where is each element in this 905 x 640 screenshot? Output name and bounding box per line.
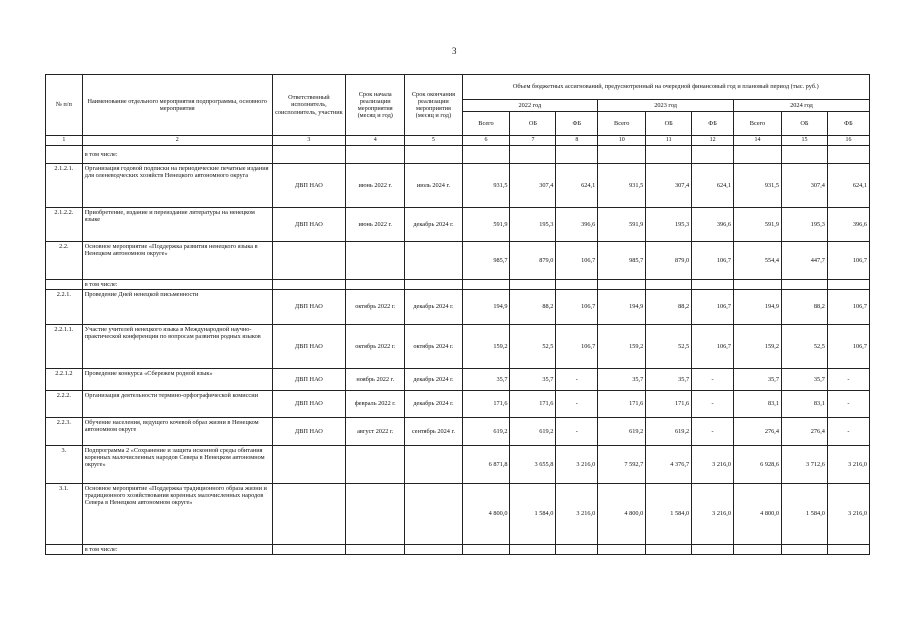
- header-year: 2022 год: [462, 100, 598, 112]
- header-name: Наименование отдельного мероприятия подпрограммы, основного мероприятия: [82, 75, 272, 136]
- budget-value: 1 584,0: [646, 484, 692, 545]
- table-row: [46, 484, 870, 545]
- budget-value: 307,4: [781, 164, 827, 208]
- header-budget: Объем бюджетных ассигнований, предусмотренный на очередной финансовый год и плановый период (тыс. руб.): [462, 75, 869, 100]
- table-row: [46, 164, 870, 208]
- empty-cell: [346, 280, 405, 290]
- row-responsible: [272, 242, 346, 280]
- row-start: февраль 2022 г.: [346, 391, 405, 418]
- empty-cell: [734, 280, 782, 290]
- budget-value: 171,6: [510, 391, 556, 418]
- budget-value: 195,3: [781, 208, 827, 242]
- header-sub-ob: ОБ: [646, 112, 692, 136]
- row-start: август 2022 г.: [346, 418, 405, 446]
- empty-cell: [646, 280, 692, 290]
- budget-value: 171,6: [598, 391, 646, 418]
- empty-cell: [692, 545, 734, 555]
- empty-cell: [598, 146, 646, 164]
- budget-value: 195,3: [510, 208, 556, 242]
- row-responsible: ДВП НАО: [272, 164, 346, 208]
- column-number: 5: [405, 136, 462, 146]
- budget-value: 3 216,0: [827, 484, 869, 545]
- empty-cell: [405, 146, 462, 164]
- header-sub-total: Всего: [598, 112, 646, 136]
- budget-value: 619,2: [646, 418, 692, 446]
- budget-value: 83,1: [781, 391, 827, 418]
- empty-cell: [827, 280, 869, 290]
- empty-cell: [598, 545, 646, 555]
- row-number: 2.2.1.1.: [46, 325, 83, 369]
- budget-value: 3 216,0: [556, 484, 598, 545]
- header-sub-fb: ФБ: [827, 112, 869, 136]
- header-sub-ob: ОБ: [781, 112, 827, 136]
- budget-value: 106,7: [692, 325, 734, 369]
- row-number: 2.1.2.1.: [46, 164, 83, 208]
- row-end: декабрь 2024 г.: [405, 290, 462, 325]
- row-end: июль 2024 г.: [405, 164, 462, 208]
- empty-cell: [646, 146, 692, 164]
- budget-value: -: [827, 391, 869, 418]
- row-start: октябрь 2022 г.: [346, 325, 405, 369]
- budget-value: 447,7: [781, 242, 827, 280]
- budget-value: 3 216,0: [827, 446, 869, 484]
- budget-value: 619,2: [462, 418, 510, 446]
- budget-value: 396,6: [692, 208, 734, 242]
- row-note: в том числе:: [82, 146, 272, 164]
- row-name: Проведение Дней ненецкой письменности: [82, 290, 272, 325]
- column-number: 10: [598, 136, 646, 146]
- row-responsible: ДВП НАО: [272, 208, 346, 242]
- row-end: октябрь 2024 г.: [405, 325, 462, 369]
- row-end: декабрь 2024 г.: [405, 208, 462, 242]
- page-number: 3: [452, 46, 457, 56]
- budget-value: 52,5: [510, 325, 556, 369]
- row-number: [46, 280, 83, 290]
- budget-value: -: [692, 391, 734, 418]
- budget-value: 879,0: [510, 242, 556, 280]
- budget-value: 3 216,0: [556, 446, 598, 484]
- budget-value: 3 655,8: [510, 446, 556, 484]
- budget-value: 6 928,6: [734, 446, 782, 484]
- budget-value: 195,3: [646, 208, 692, 242]
- budget-value: 591,9: [462, 208, 510, 242]
- row-number: 3.1.: [46, 484, 83, 545]
- budget-value: -: [827, 369, 869, 391]
- column-number: 3: [272, 136, 346, 146]
- budget-value: 171,6: [462, 391, 510, 418]
- row-note: в том числе:: [82, 280, 272, 290]
- empty-cell: [734, 545, 782, 555]
- header-sub-ob: ОБ: [510, 112, 556, 136]
- budget-value: 194,9: [734, 290, 782, 325]
- row-responsible: [272, 446, 346, 484]
- budget-value: 3 216,0: [692, 484, 734, 545]
- budget-value: 35,7: [462, 369, 510, 391]
- header-year: 2024 год: [734, 100, 870, 112]
- budget-value: 591,9: [598, 208, 646, 242]
- budget-value: 396,6: [556, 208, 598, 242]
- empty-cell: [510, 545, 556, 555]
- budget-value: 4 800,0: [734, 484, 782, 545]
- header-num: № п/п: [46, 75, 83, 136]
- row-end: [405, 242, 462, 280]
- column-number: 16: [827, 136, 869, 146]
- budget-value: 159,2: [734, 325, 782, 369]
- header-year: 2023 год: [598, 100, 734, 112]
- row-name: Организация деятельности термино-орфографической комиссии: [82, 391, 272, 418]
- table-row: [46, 208, 870, 242]
- table-row: [46, 545, 870, 555]
- budget-value: -: [827, 418, 869, 446]
- row-responsible: ДВП НАО: [272, 391, 346, 418]
- row-name: Обучение населения, ведущего кочевой образ жизни в Ненецком автономном округе: [82, 418, 272, 446]
- row-responsible: ДВП НАО: [272, 369, 346, 391]
- row-number: 2.2.3.: [46, 418, 83, 446]
- row-end: декабрь 2024 г.: [405, 391, 462, 418]
- budget-value: 276,4: [734, 418, 782, 446]
- budget-value: 159,2: [598, 325, 646, 369]
- empty-cell: [272, 146, 346, 164]
- budget-value: 106,7: [556, 242, 598, 280]
- row-name: Основное мероприятие «Поддержка традиционного образа жизни и традиционного хозяйствования коренных малочисленных народов Севера в Ненецком автономном округе»: [82, 484, 272, 545]
- column-number: 11: [646, 136, 692, 146]
- budget-value: 171,6: [646, 391, 692, 418]
- row-number: [46, 545, 83, 555]
- row-start: октябрь 2022 г.: [346, 290, 405, 325]
- empty-cell: [692, 280, 734, 290]
- budget-value: 194,9: [598, 290, 646, 325]
- budget-value: 3 712,6: [781, 446, 827, 484]
- row-start: [346, 446, 405, 484]
- empty-cell: [781, 280, 827, 290]
- row-name: Приобретение, издание и переиздание литературы на ненецком языке: [82, 208, 272, 242]
- budget-value: 106,7: [556, 325, 598, 369]
- empty-cell: [692, 146, 734, 164]
- row-start: июнь 2022 г.: [346, 208, 405, 242]
- row-note: в том числе:: [82, 545, 272, 555]
- column-number: 14: [734, 136, 782, 146]
- budget-value: 194,9: [462, 290, 510, 325]
- budget-value: -: [692, 418, 734, 446]
- budget-value: 554,4: [734, 242, 782, 280]
- empty-cell: [556, 280, 598, 290]
- row-responsible: ДВП НАО: [272, 290, 346, 325]
- budget-value: 88,2: [510, 290, 556, 325]
- table-row: [46, 280, 870, 290]
- empty-cell: [556, 545, 598, 555]
- row-number: 2.2.1.2: [46, 369, 83, 391]
- column-number: 7: [510, 136, 556, 146]
- budget-value: -: [556, 418, 598, 446]
- row-number: [46, 146, 83, 164]
- table-row: [46, 146, 870, 164]
- row-start: [346, 484, 405, 545]
- budget-value: 35,7: [646, 369, 692, 391]
- table-row: [46, 290, 870, 325]
- empty-cell: [510, 146, 556, 164]
- header-sub-fb: ФБ: [556, 112, 598, 136]
- row-end: сентябрь 2024 г.: [405, 418, 462, 446]
- budget-value: 35,7: [734, 369, 782, 391]
- empty-cell: [462, 146, 510, 164]
- row-name: Подпрограмма 2 «Сохранение и защита исконной среды обитания коренных малочисленных народов Севера в Ненецком автономном округе»: [82, 446, 272, 484]
- budget-value: 4 376,7: [646, 446, 692, 484]
- header-end: Срок окончания реализации мероприятия (месяц и год): [405, 75, 462, 136]
- empty-cell: [781, 545, 827, 555]
- budget-value: 88,2: [781, 290, 827, 325]
- empty-cell: [405, 280, 462, 290]
- budget-value: 931,5: [462, 164, 510, 208]
- row-name: Участие учителей ненецкого языка в Международной научно-практической конференции по вопросам развития родных языков: [82, 325, 272, 369]
- row-number: 2.1.2.2.: [46, 208, 83, 242]
- column-number: 8: [556, 136, 598, 146]
- budget-value: 106,7: [827, 325, 869, 369]
- budget-value: 619,2: [598, 418, 646, 446]
- budget-value: 624,1: [692, 164, 734, 208]
- column-number: 4: [346, 136, 405, 146]
- budget-value: 985,7: [598, 242, 646, 280]
- budget-value: -: [556, 369, 598, 391]
- budget-value: 106,7: [692, 242, 734, 280]
- budget-value: 619,2: [510, 418, 556, 446]
- budget-value: 35,7: [598, 369, 646, 391]
- budget-value: 931,5: [598, 164, 646, 208]
- empty-cell: [556, 146, 598, 164]
- budget-value: 4 800,0: [462, 484, 510, 545]
- budget-value: 106,7: [692, 290, 734, 325]
- row-name: Проведение конкурса «Сбережем родной язык»: [82, 369, 272, 391]
- row-number: 2.2.2.: [46, 391, 83, 418]
- budget-value: 35,7: [781, 369, 827, 391]
- budget-value: 7 592,7: [598, 446, 646, 484]
- row-responsible: ДВП НАО: [272, 418, 346, 446]
- row-name: Организация годовой подписки на периодические печатные издания для оленеводческих хозяйств Ненецкого автономного округа: [82, 164, 272, 208]
- table-row: [46, 418, 870, 446]
- budget-value: 6 871,8: [462, 446, 510, 484]
- column-number: 2: [82, 136, 272, 146]
- budget-value: 276,4: [781, 418, 827, 446]
- empty-cell: [272, 280, 346, 290]
- budget-value: 591,9: [734, 208, 782, 242]
- empty-cell: [346, 545, 405, 555]
- header-sub-fb: ФБ: [692, 112, 734, 136]
- row-responsible: ДВП НАО: [272, 325, 346, 369]
- table-row: [46, 325, 870, 369]
- budget-value: 106,7: [827, 242, 869, 280]
- budget-value: 879,0: [646, 242, 692, 280]
- empty-cell: [827, 545, 869, 555]
- budget-value: 3 216,0: [692, 446, 734, 484]
- table-row: [46, 391, 870, 418]
- column-number: 1: [46, 136, 83, 146]
- header-responsible: Ответственный исполнитель, соисполнитель, участник: [272, 75, 346, 136]
- budget-value: -: [692, 369, 734, 391]
- row-end: [405, 484, 462, 545]
- budget-table: [45, 74, 870, 555]
- column-number: 15: [781, 136, 827, 146]
- budget-value: 1 584,0: [781, 484, 827, 545]
- budget-value: 396,6: [827, 208, 869, 242]
- empty-cell: [598, 280, 646, 290]
- budget-value: 106,7: [556, 290, 598, 325]
- budget-value: 985,7: [462, 242, 510, 280]
- budget-value: 4 800,0: [598, 484, 646, 545]
- header-start: Срок начала реализации мероприятия (месяц и год): [346, 75, 405, 136]
- empty-cell: [781, 146, 827, 164]
- budget-value: 52,5: [646, 325, 692, 369]
- row-name: Основное мероприятие «Поддержка развития ненецкого языка в Ненецком автономном округе»: [82, 242, 272, 280]
- empty-cell: [510, 280, 556, 290]
- budget-value: 52,5: [781, 325, 827, 369]
- table-row: [46, 242, 870, 280]
- row-start: ноябрь 2022 г.: [346, 369, 405, 391]
- row-end: [405, 446, 462, 484]
- budget-value: -: [556, 391, 598, 418]
- budget-value: 106,7: [827, 290, 869, 325]
- budget-value: 88,2: [646, 290, 692, 325]
- budget-value: 931,5: [734, 164, 782, 208]
- empty-cell: [405, 545, 462, 555]
- header-sub-total: Всего: [462, 112, 510, 136]
- budget-value: 307,4: [646, 164, 692, 208]
- header-sub-total: Всего: [734, 112, 782, 136]
- empty-cell: [734, 146, 782, 164]
- table-row: [46, 446, 870, 484]
- budget-value: 1 584,0: [510, 484, 556, 545]
- budget-value: 624,1: [556, 164, 598, 208]
- budget-value: 307,4: [510, 164, 556, 208]
- budget-value: 159,2: [462, 325, 510, 369]
- row-start: [346, 242, 405, 280]
- empty-cell: [462, 545, 510, 555]
- empty-cell: [646, 545, 692, 555]
- budget-value: 35,7: [510, 369, 556, 391]
- row-start: июнь 2022 г.: [346, 164, 405, 208]
- table-row: [46, 369, 870, 391]
- row-number: 3.: [46, 446, 83, 484]
- budget-value: 624,1: [827, 164, 869, 208]
- budget-value: 83,1: [734, 391, 782, 418]
- row-number: 2.2.: [46, 242, 83, 280]
- empty-cell: [272, 545, 346, 555]
- column-number: 6: [462, 136, 510, 146]
- row-end: декабрь 2024 г.: [405, 369, 462, 391]
- column-number: 12: [692, 136, 734, 146]
- empty-cell: [827, 146, 869, 164]
- row-responsible: [272, 484, 346, 545]
- row-number: 2.2.1.: [46, 290, 83, 325]
- empty-cell: [462, 280, 510, 290]
- empty-cell: [346, 146, 405, 164]
